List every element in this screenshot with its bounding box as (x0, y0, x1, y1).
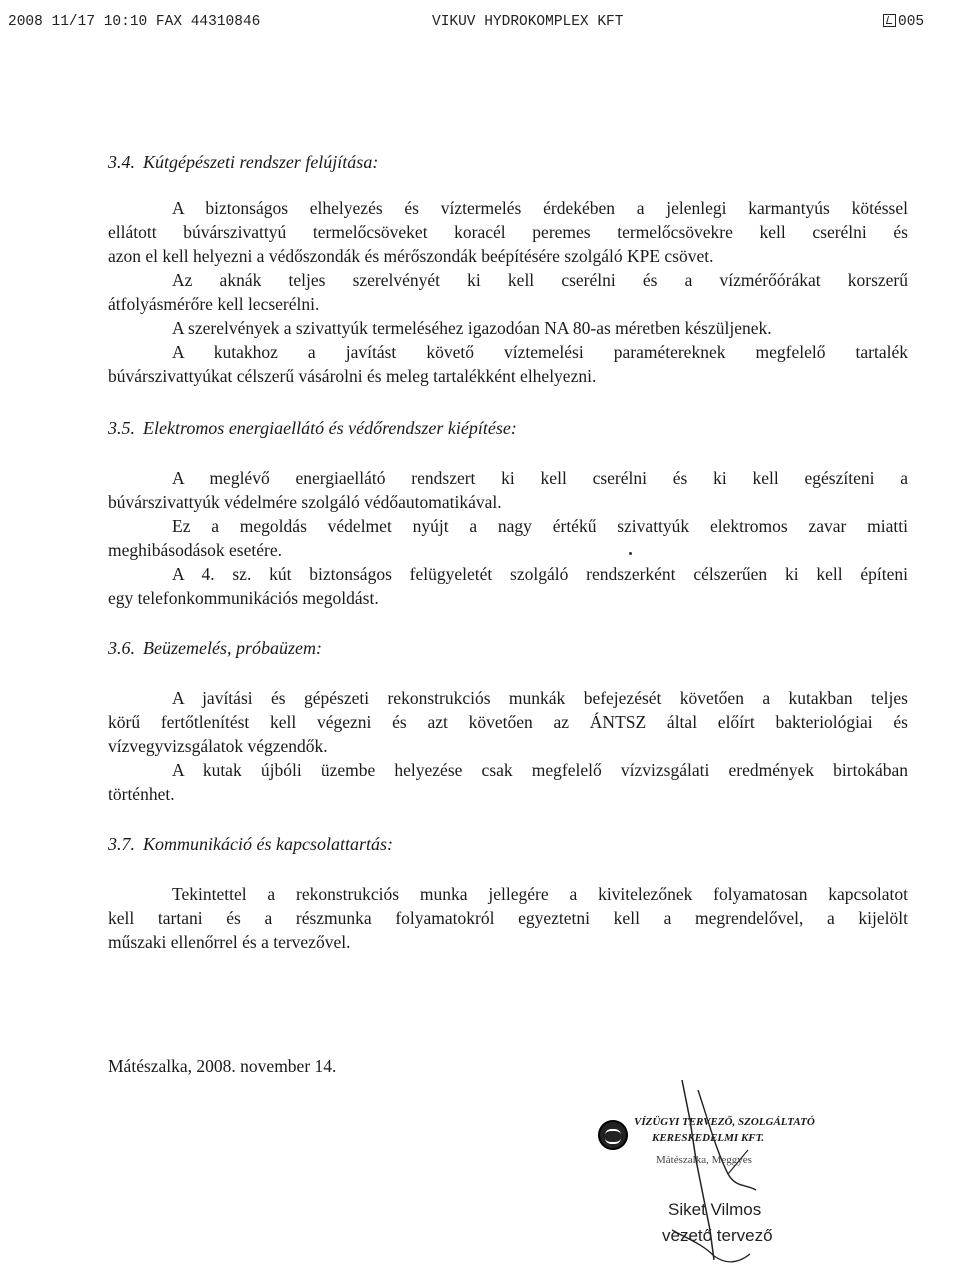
stamp-line-2: KERESKEDELMI KFT. (652, 1132, 765, 1144)
scan-speck (629, 552, 632, 555)
body-line: műszaki ellenőrrel és a tervezővel. (108, 932, 351, 952)
body-line: átfolyásmérőre kell lecserélni. (108, 294, 320, 314)
stamp-line-1: VÍZÜGYI TERVEZŐ, SZOLGÁLTATÓ (634, 1116, 815, 1128)
section-heading-3-7 (108, 834, 393, 855)
fax-header (8, 14, 948, 34)
section-body-3-6 (108, 686, 908, 806)
section-number: 3.6. (108, 638, 135, 658)
section-body-3-7 (108, 882, 908, 954)
section-number: 3.7. (108, 834, 135, 854)
checkbox-icon (883, 14, 896, 27)
fax-page-label: 005 (898, 14, 925, 30)
handwritten-signature (632, 1080, 822, 1270)
body-line: történhet. (108, 784, 175, 804)
signatory-name: Siket Vilmos (668, 1200, 762, 1219)
body-line: búvárszivattyúk védelmére szolgáló védőautomatikával. (108, 492, 502, 512)
fax-page-number (883, 14, 925, 30)
body-line: Ez a megoldás védelmet nyújt a nagy értékű szivattyúk elektromos zavar miatti (172, 516, 908, 536)
company-logo-icon (598, 1120, 628, 1150)
body-line: búvárszivattyúkat célszerű vásárolni és meleg tartalékként elhelyezni. (108, 366, 597, 386)
section-body-3-4 (108, 196, 908, 388)
section-heading-3-5 (108, 418, 517, 439)
body-line: A kutak újbóli üzembe helyezése csak megfelelő vízvizsgálati eredmények birtokában (172, 760, 908, 780)
section-heading-3-6 (108, 638, 322, 659)
body-line: A meglévő energiaellátó rendszert ki kell cserélni és ki kell egészíteni a (172, 468, 908, 488)
section-title: Beüzemelés, próbaüzem: (143, 638, 322, 658)
section-heading-3-4 (108, 152, 378, 173)
body-line: meghibásodások esetére. (108, 540, 282, 560)
body-line: körű fertőtlenítést kell végezni és azt követően az ÁNTSZ által előírt bakteriológiai és (108, 712, 908, 732)
section-body-3-5 (108, 466, 908, 610)
body-line: azon el kell helyezni a védőszondák és mérőszondák beépítésére szolgáló KPE csövet. (108, 246, 714, 266)
stamp-line-3: Mátészalka, Meggyes (656, 1154, 752, 1166)
body-line: ellátott búvárszivattyú termelőcsöveket koracél peremes termelőcsövekre kell cserélni és (108, 222, 908, 242)
fax-sender-company: VIKUV HYDROKOMPLEX KFT (432, 14, 624, 30)
body-line: egy telefonkommunikációs megoldást. (108, 588, 379, 608)
body-line: A 4. sz. kút biztonságos felügyeletét szolgáló rendszerként célszerűen ki kell építeni (172, 564, 908, 584)
section-title: Kommunikáció és kapcsolattartás: (143, 834, 393, 854)
section-title: Kútgépészeti rendszer felújítása: (143, 152, 379, 172)
place-and-date: Mátészalka, 2008. november 14. (108, 1056, 337, 1076)
section-number: 3.5. (108, 418, 135, 438)
body-line: A kutakhoz a javítást követő víztemelési paramétereknek megfelelő tartalék (172, 342, 908, 362)
body-line: Az aknák teljes szerelvényét ki kell cserélni és a vízmérőórákat korszerű (172, 270, 908, 290)
body-line: A javítási és gépészeti rekonstrukciós munkák befejezését követően a kutakban teljes (172, 688, 908, 708)
signatory-title: vezető tervező (662, 1226, 773, 1245)
body-line: vízvegyvizsgálatok végzendők. (108, 736, 328, 756)
section-number: 3.4. (108, 152, 135, 172)
fax-datetime: 2008 11/17 10:10 FAX 44310846 (8, 14, 261, 30)
body-line: Tekintettel a rekonstrukciós munka jellegére a kivitelezőnek folyamatosan kapcsolatot (172, 884, 908, 904)
section-title: Elektromos energiaellátó és védőrendszer kiépítése: (143, 418, 517, 438)
body-line: A biztonságos elhelyezés és víztermelés érdekében a jelenlegi karmantyús kötéssel (172, 198, 908, 218)
body-line: A szerelvények a szivattyúk termeléséhez igazodóan NA 80-as méretben készüljenek. (172, 318, 772, 338)
body-line: kell tartani és a részmunka folyamatokról egyeztetni kell a megrendelővel, a kijelölt (108, 908, 908, 928)
